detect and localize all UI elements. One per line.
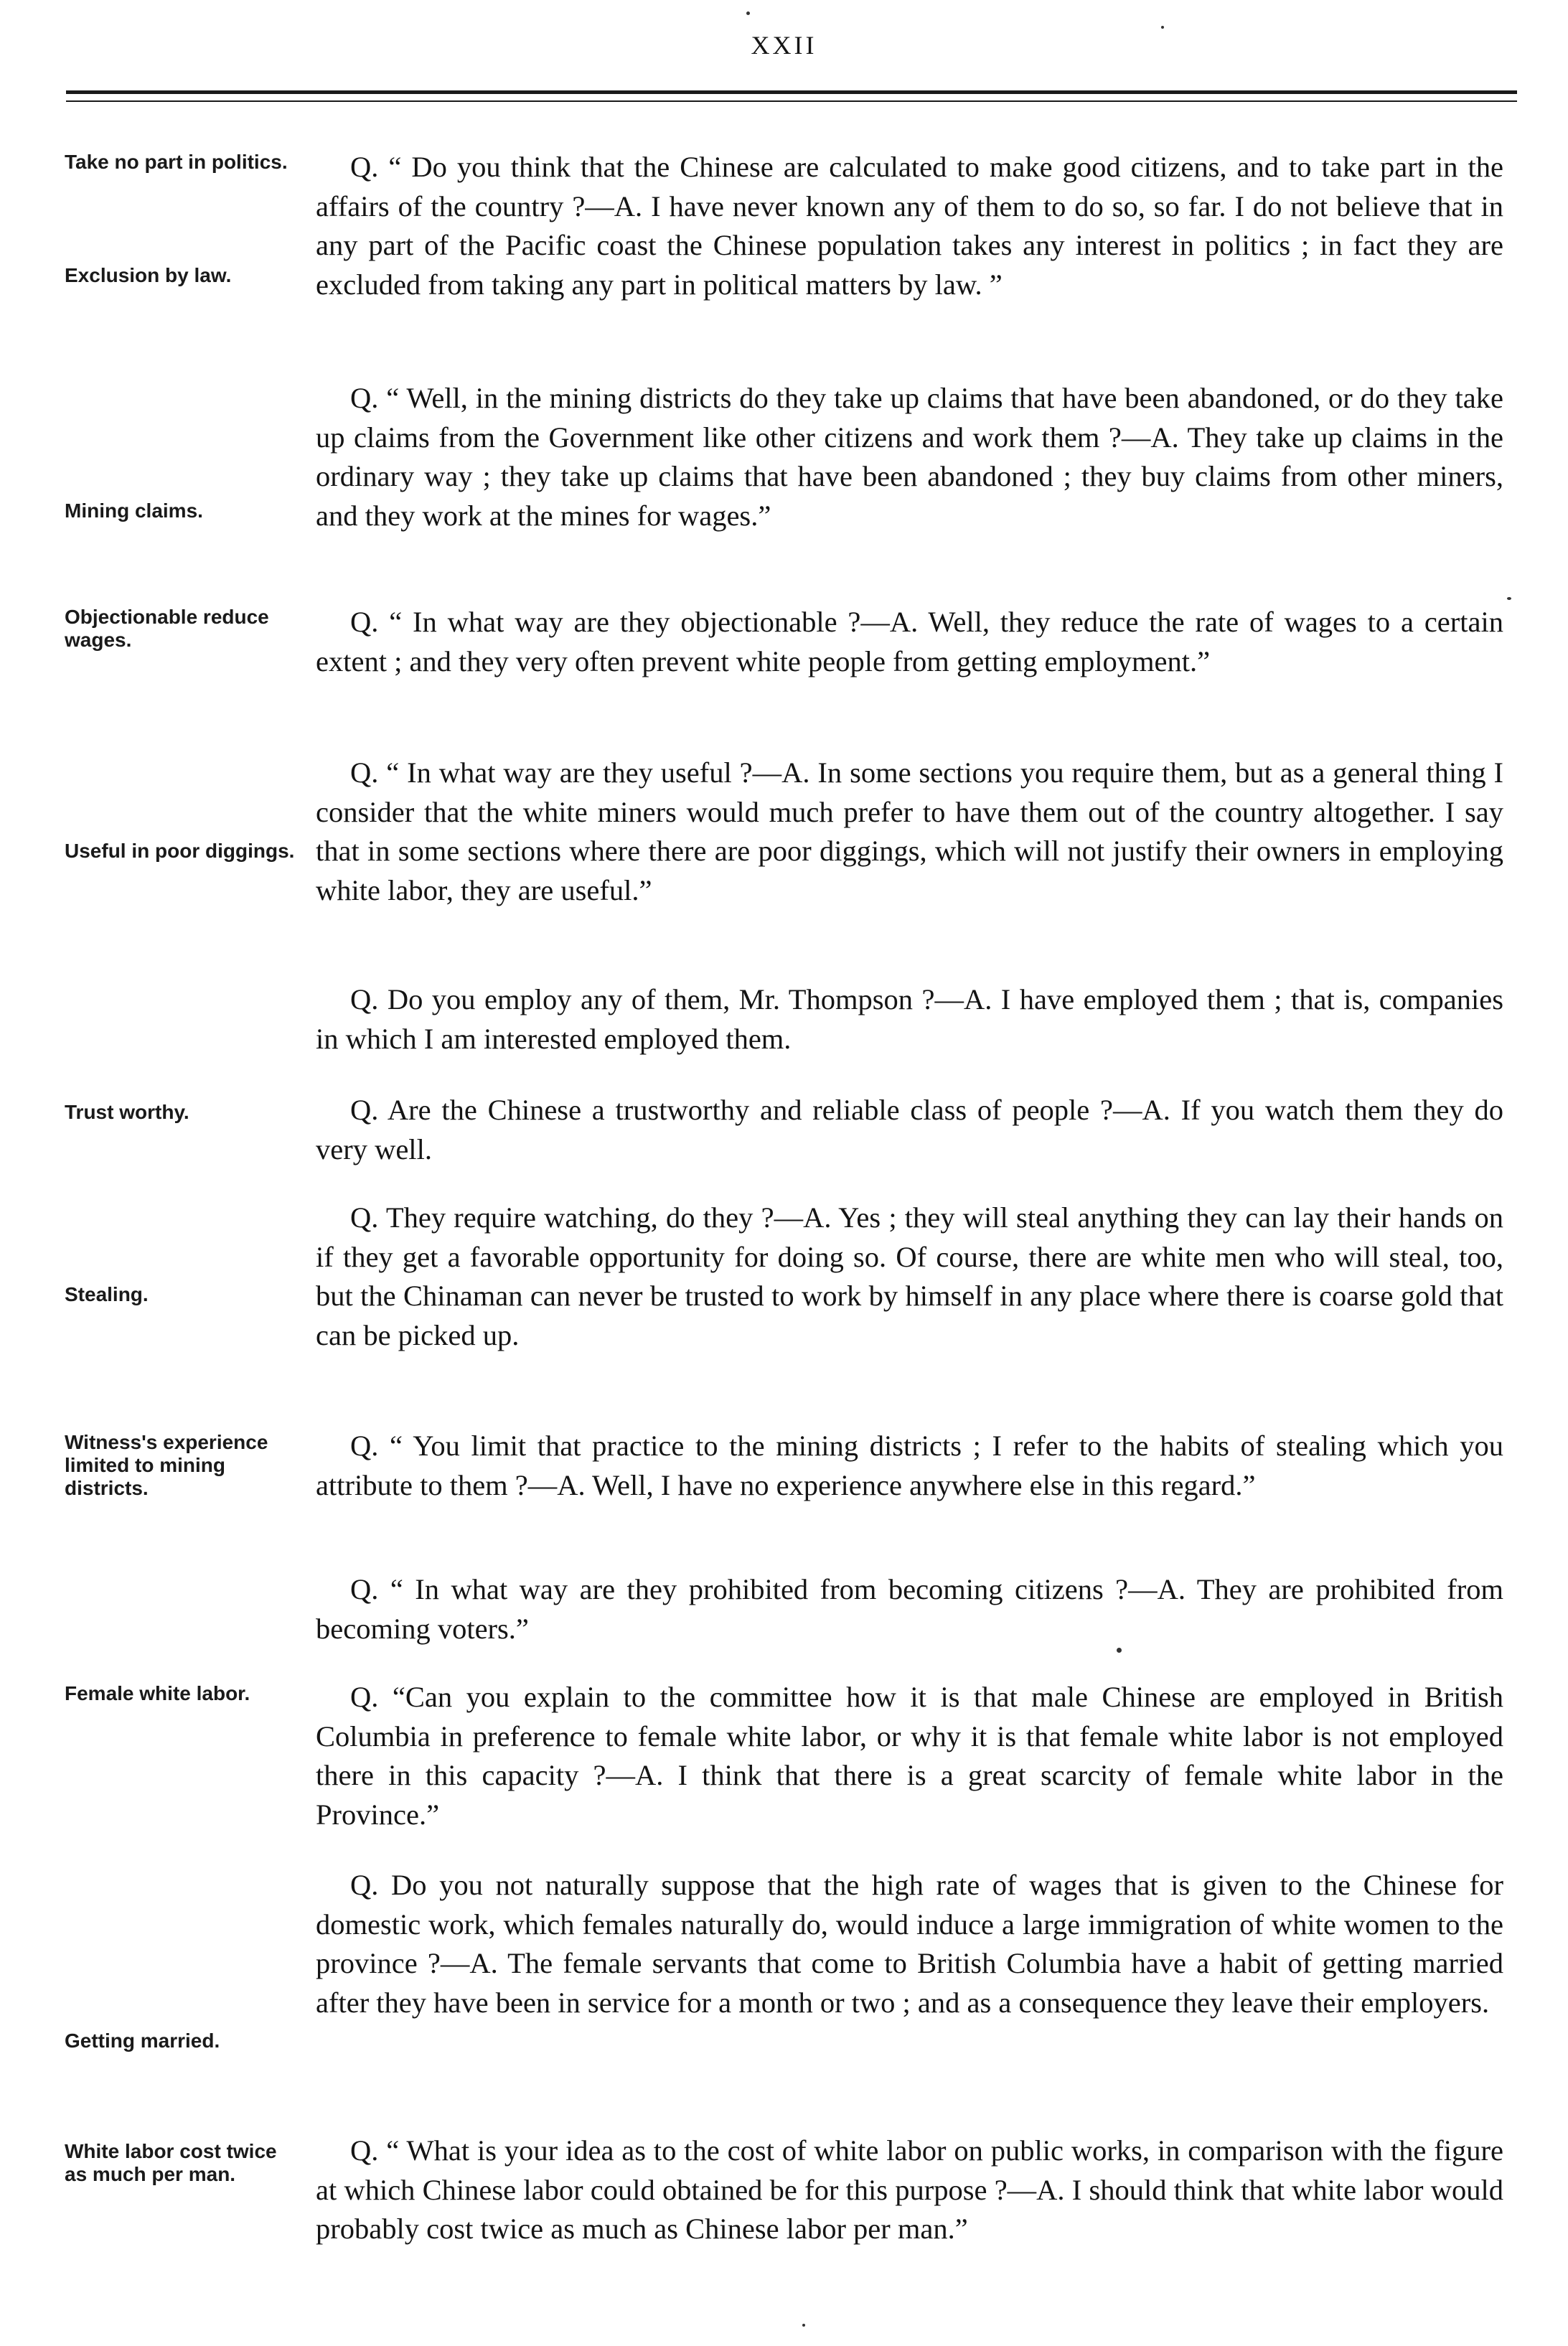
margin-note	[65, 499, 301, 522]
paragraph: Q. “ You limit that practice to the mining districts ; I refer to the habits of stealing which you attribute to them ?—A. Well, I have no experience anywhere else in this regard.”	[316, 1430, 1503, 1501]
margin-note-line: Trust worthy.	[65, 1101, 189, 1123]
margin-note-line: Take no part in politics.	[65, 151, 288, 173]
scan-speck	[1117, 1648, 1122, 1653]
paragraph: Q. “ Well, in the mining districts do they take up claims that have been abandoned, or do they take up claims from the Government like other citizens and work them ?—A. They take up claims in the ordinary way ; they take up claims that have been abandoned ; they buy claims from other miners, and they work at the mines for wages.”	[316, 382, 1503, 532]
margin-note-line: Witness's experience limited to mining districts.	[65, 1431, 268, 1499]
margin-note	[65, 2030, 301, 2052]
margin-note-line: Female white labor.	[65, 1682, 250, 1704]
page-number: XXII	[751, 31, 817, 60]
margin-note-line: White labor cost twice as much per man.	[65, 2140, 277, 2185]
scan-speck	[1161, 26, 1164, 29]
margin-note	[65, 606, 301, 652]
margin-note	[65, 1283, 301, 1306]
margin-note	[65, 2140, 294, 2186]
scan-speck	[802, 2324, 805, 2327]
paragraph: Q. “ In what way are they objectionable ?—A. Well, they reduce the rate of wages to a certain extent ; and they very often prevent white people from getting employment.”	[316, 606, 1503, 677]
paragraph: Q. “ In what way are they prohibited from becoming citizens ?—A. They are prohibited from becoming voters.”	[316, 1573, 1503, 1645]
scan-speck	[1507, 597, 1511, 600]
margin-note-line: Objectionable reduce wages.	[65, 606, 269, 651]
paragraph: Q. “ What is your idea as to the cost of white labor on public works, in comparison with the figure at which Chinese labor could obtained be for this purpose ?—A. I should think that white labor would probably cost twice as much as Chinese labor per man.”	[316, 2134, 1503, 2245]
margin-note-line: Useful in poor diggings.	[65, 840, 295, 862]
margin-note	[65, 151, 301, 174]
paragraph: Q. They require watching, do they ?—A. Yes ; they will steal anything they can lay their hands on if they get a favorable opportunity for doing so. Of course, there are white men who will steal, too, but the Chinaman can never be trusted to work by himself in any place where there is coarse gold that can be picked up.	[316, 1201, 1503, 1351]
margin-note-line: Exclusion by law.	[65, 264, 232, 286]
paragraph: Q. “Can you explain to the committee how it is that male Chinese are employed in British Columbia in preference to female white labor, or why it is that female white labor is not employed there in this capacity ?—A. I think that there is a great scarcity of female white labor in the Province.”	[316, 1681, 1503, 1831]
margin-note-line: Mining claims.	[65, 499, 203, 522]
margin-note	[65, 264, 301, 287]
margin-note	[65, 1431, 287, 1500]
margin-note-line: Stealing.	[65, 1283, 149, 1305]
paragraph: Q. “ In what way are they useful ?—A. In some sections you require them, but as a general thing I consider that the white miners would much prefer to have them out of the country altogether. I say that in some sections where there are poor diggings, which will not justify their owners in employing white labor, they are useful.”	[316, 756, 1503, 906]
header-rule-thick	[66, 90, 1517, 94]
scan-speck	[746, 11, 750, 15]
paragraph: Q. Are the Chinese a trustworthy and reliable class of people ?—A. If you watch them they do very well.	[316, 1094, 1503, 1165]
paragraph: Q. Do you not naturally suppose that the high rate of wages that is given to the Chinese for domestic work, which females naturally do, would induce a large immigration of white women to the province ?—A. The female servants that come to British Columbia have a habit of getting married after they have been in service for a month or two ; and as a consequence they leave their employers.	[316, 1869, 1503, 2019]
paragraph: Q. “ Do you think that the Chinese are calculated to make good citizens, and to take part in the affairs of the country ?—A. I have never known any of them to do so, so far. I do not believe that in any part of the Pacific coast the Chinese population takes any interest in politics ; in fact they are excluded from taking any part in political matters by law. ”	[316, 151, 1503, 301]
margin-note	[65, 1101, 301, 1124]
paragraph: Q. Do you employ any of them, Mr. Thompson ?—A. I have employed them ; that is, companies in which I am interested employed them.	[316, 983, 1503, 1055]
margin-note	[65, 840, 301, 863]
header-rule-thin	[66, 100, 1517, 102]
margin-note-line: Getting married.	[65, 2030, 220, 2052]
margin-note	[65, 1682, 251, 1705]
